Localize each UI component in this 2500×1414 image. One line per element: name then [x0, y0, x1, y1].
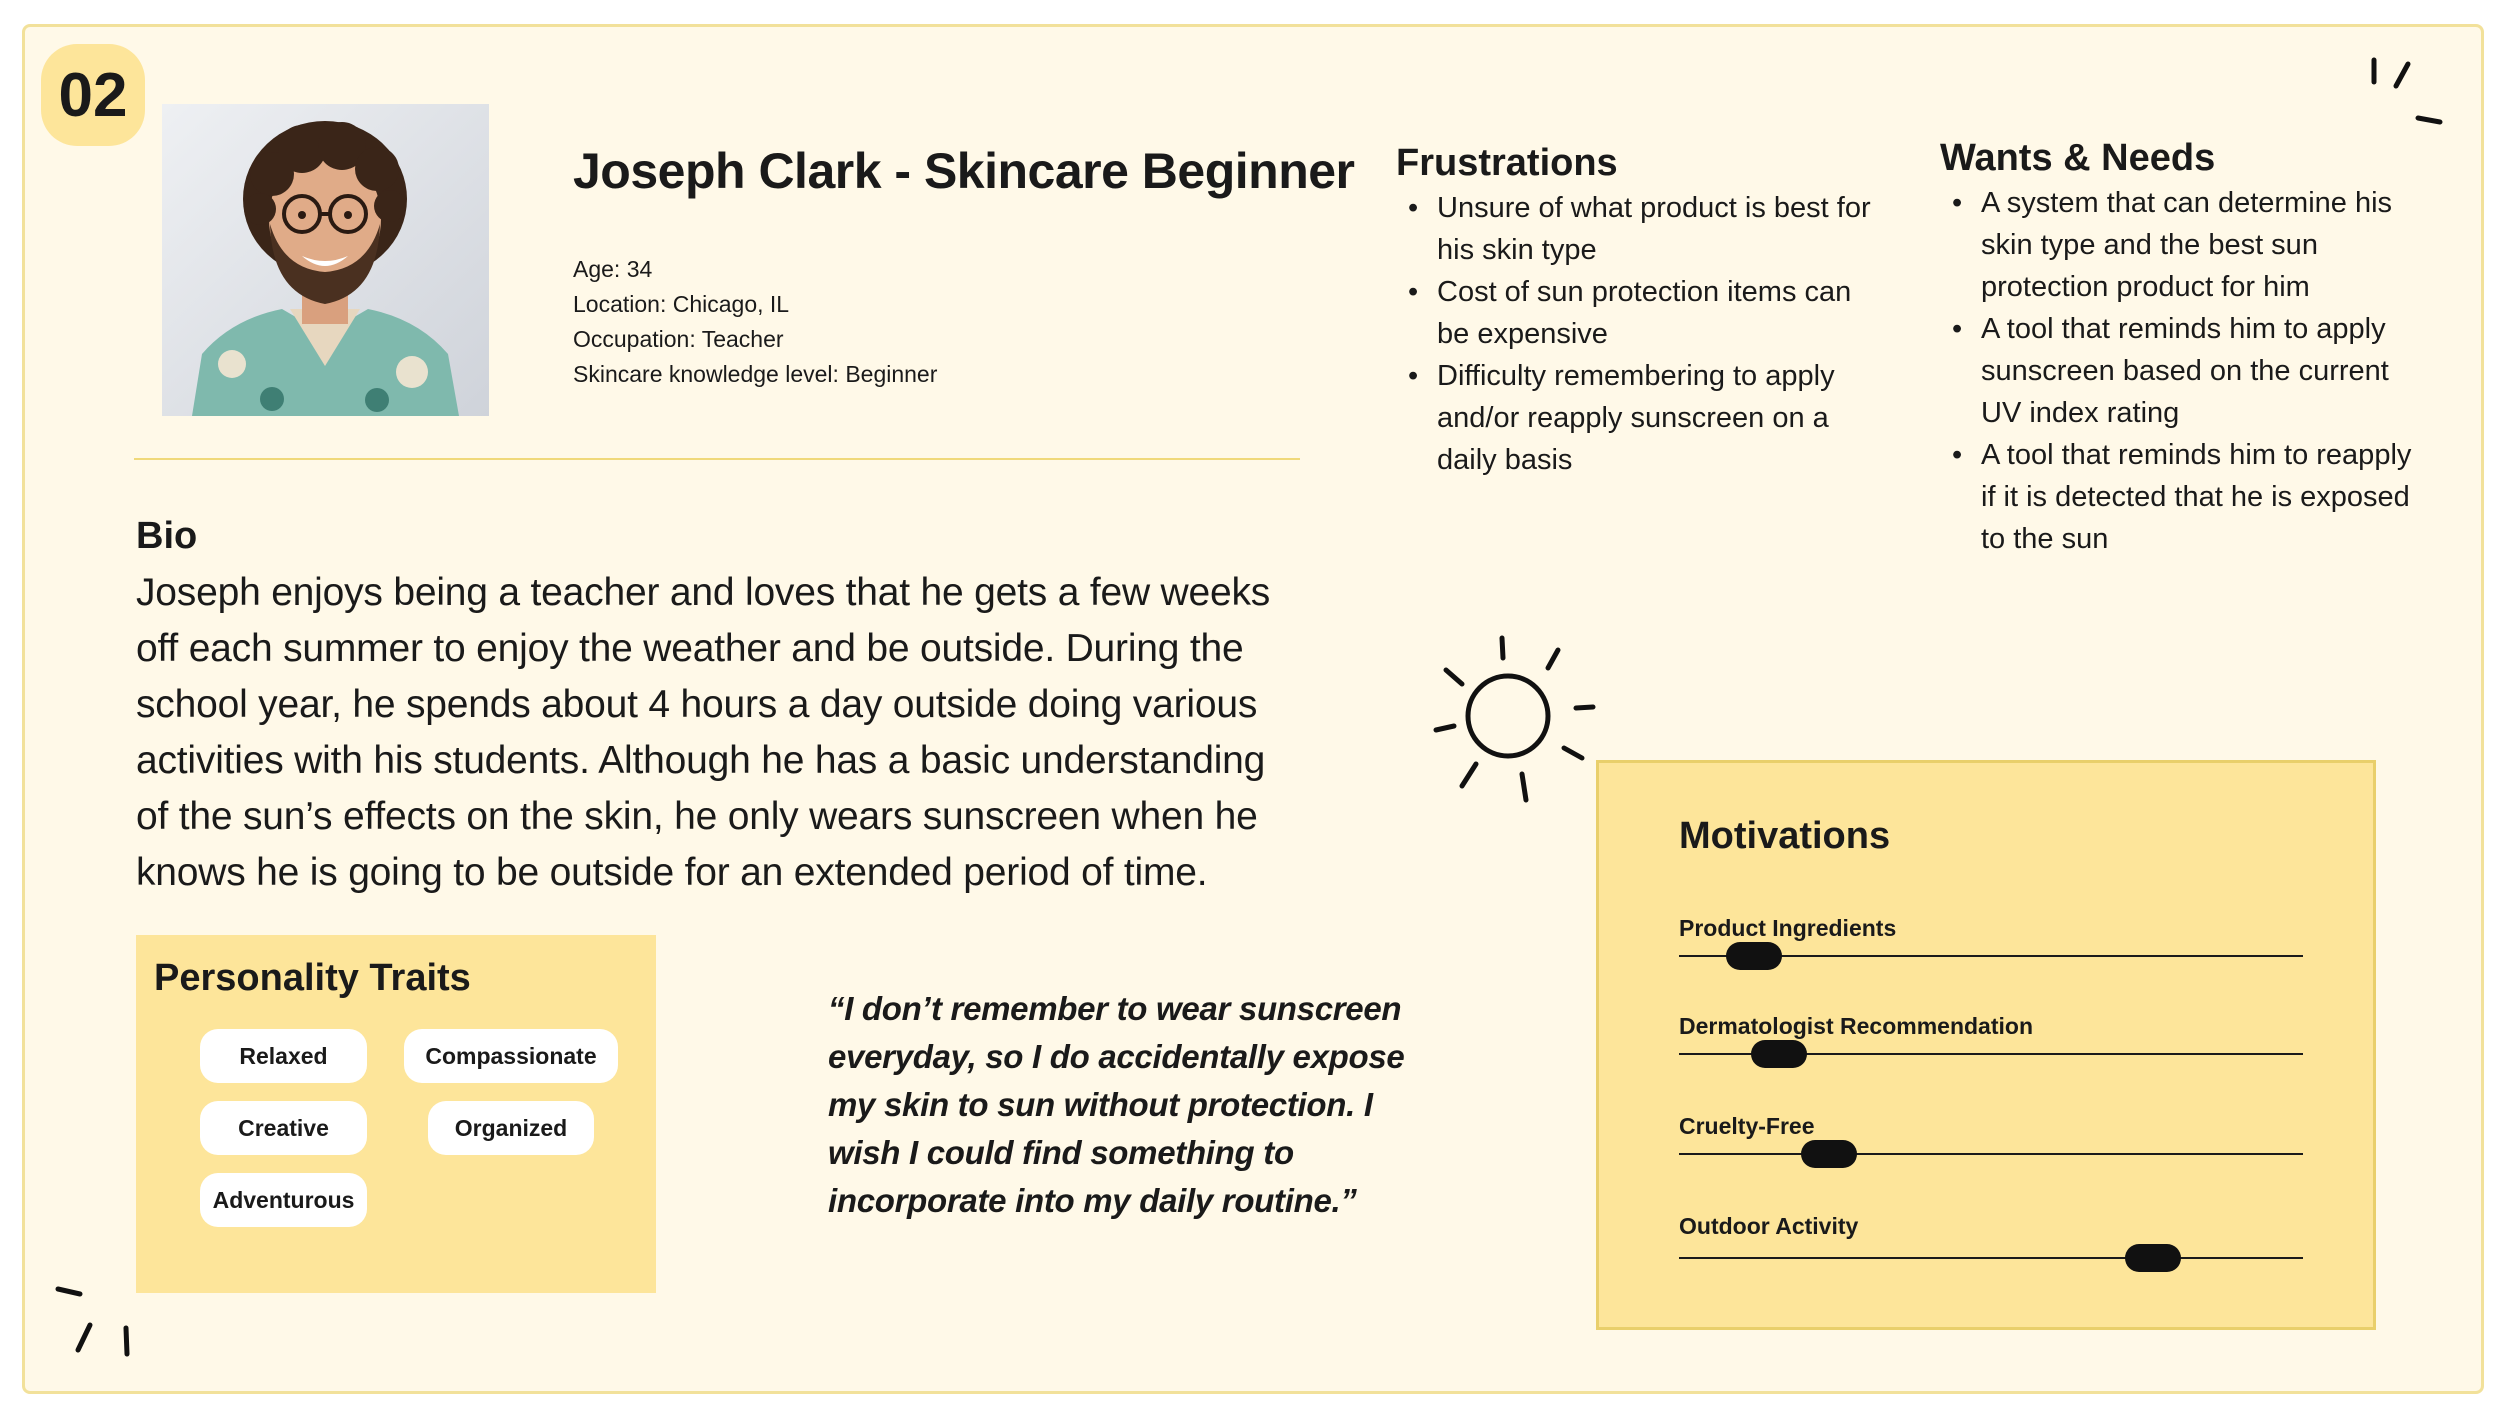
motivation-slider-knob [1801, 1140, 1857, 1168]
sparkle-doodle [2360, 52, 2450, 132]
persona-quote: “I don’t remember to wear sunscreen everyday, so I do accidentally expose my skin to sun without protection. I wish I could find something to incorporate into my daily routine.” [828, 990, 1405, 1219]
motivation-slider-knob [1751, 1040, 1807, 1068]
motivation-slider-track [1679, 1257, 2303, 1259]
persona-photo [162, 104, 489, 416]
frustrations-section [1396, 142, 1886, 481]
motivations-title: Motivations [1679, 815, 1891, 857]
motivation-slider-track [1679, 1153, 2303, 1155]
motivation-row [1679, 915, 2303, 942]
list-item: • A tool that reminds him to reapply if it is detected that he is exposed to the sun [1940, 434, 2420, 560]
motivations-panel [1596, 760, 2376, 1330]
motivation-label: Cruelty-Free [1679, 1113, 1815, 1139]
frustrations-title: Frustrations [1396, 142, 1618, 184]
motivation-row [1679, 1013, 2303, 1040]
trait-pill: Relaxed [200, 1029, 367, 1083]
wants-needs-section [1940, 137, 2420, 560]
trait-pill: Organized [428, 1101, 594, 1155]
persona-name: Joseph Clark - Skincare Beginner [573, 143, 1355, 199]
list-item: • Cost of sun protection items can be expensive [1396, 271, 1886, 355]
motivation-row [1679, 1213, 2303, 1240]
list-item: • A tool that reminds him to apply sunscreen based on the current UV index rating [1940, 308, 2420, 434]
wants-needs-title: Wants & Needs [1940, 137, 2216, 179]
trait-pill: Compassionate [404, 1029, 618, 1083]
list-item: • Unsure of what product is best for his skin type [1396, 187, 1886, 271]
frustrations-list [1396, 187, 1886, 481]
list-item: • A system that can determine his skin type and the best sun protection product for him [1940, 182, 2420, 308]
section-divider [134, 458, 1300, 460]
bio-text: Joseph enjoys being a teacher and loves that he gets a few weeks off each summer to enjoy the weather and be outside. During the school year, he spends about 4 hours a day outside doing various activities with his students. Although he has a basic understanding of the sun’s effects on the skin, he only wears sunscreen when he knows he is going to be outside for an extended period of time. [136, 571, 1271, 894]
persona-knowledge-level: Skincare knowledge level: Beginner [573, 361, 938, 387]
wants-needs-list [1940, 182, 2420, 560]
persona-details [573, 252, 937, 392]
motivation-slider-knob [2125, 1244, 2181, 1272]
motivation-label: Outdoor Activity [1679, 1213, 1859, 1239]
trait-pill: Adventurous [200, 1173, 367, 1227]
list-item: • Difficulty remembering to apply and/or reapply sunscreen on a daily basis [1396, 355, 1886, 481]
motivation-label: Dermatologist Recommendation [1679, 1013, 2033, 1039]
persona-age: Age: 34 [573, 256, 653, 282]
persona-occupation: Occupation: Teacher [573, 326, 784, 352]
persona-location: Location: Chicago, IL [573, 291, 790, 317]
motivation-row [1679, 1113, 2303, 1140]
trait-pill: Creative [200, 1101, 367, 1155]
bio-title: Bio [136, 515, 198, 557]
personality-traits-title: Personality Traits [154, 957, 471, 999]
motivation-label: Product Ingredients [1679, 915, 1897, 941]
personality-traits-panel [136, 935, 656, 1293]
motivation-slider-knob [1726, 942, 1782, 970]
page-number-badge: 02 [41, 44, 145, 146]
sun-icon [1428, 628, 1608, 818]
sparkle-doodle [50, 1280, 140, 1360]
